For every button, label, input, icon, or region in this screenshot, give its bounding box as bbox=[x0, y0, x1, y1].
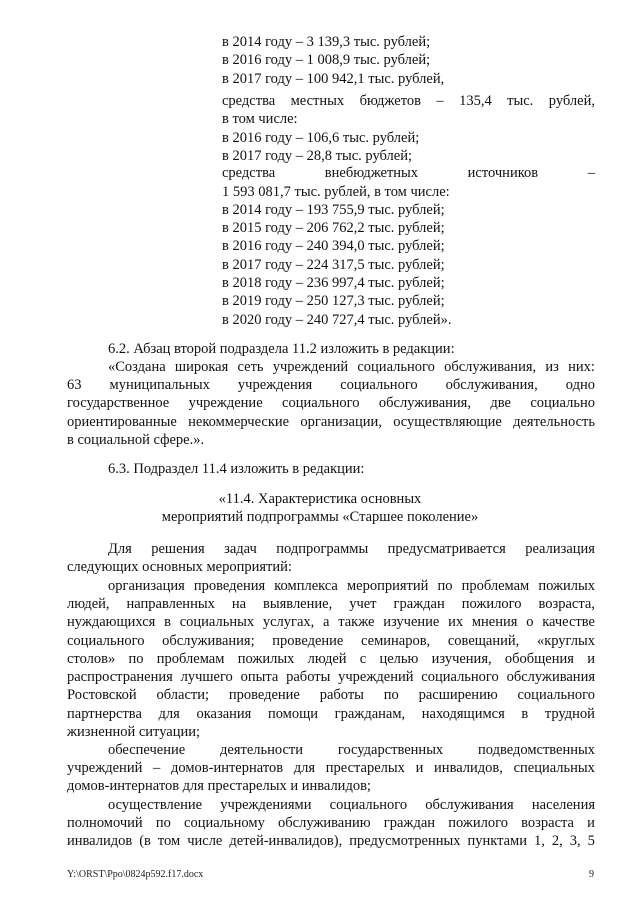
paragraph-line: следующих основных мероприятий: bbox=[67, 559, 292, 575]
paragraph-line: обеспечение деятельности государственных подведомственных bbox=[108, 742, 595, 758]
section-heading-6-2: 6.2. Абзац второй подраздела 11.2 изложить в редакции: bbox=[108, 341, 455, 357]
finance-line: в 2015 году – 206 762,2 тыс. рублей; bbox=[222, 220, 445, 236]
finance-line: в 2017 году – 224 317,5 тыс. рублей; bbox=[222, 257, 445, 273]
paragraph-line: «Создана широкая сеть учреждений социального обслуживания, из них: bbox=[108, 359, 595, 375]
paragraph-line: Для решения задач подпрограммы предусматривается реализация bbox=[108, 541, 595, 557]
paragraph-line: домов-интернатов для престарелых и инвалидов; bbox=[67, 778, 371, 794]
finance-line: в 2019 году – 250 127,3 тыс. рублей; bbox=[222, 293, 445, 309]
finance-line: в 2016 году – 106,6 тыс. рублей; bbox=[222, 130, 420, 146]
finance-line: в 2017 году – 28,8 тыс. рублей; bbox=[222, 148, 413, 164]
paragraph-line: организация проведения комплекса мероприятий по проблемам пожилых bbox=[108, 578, 595, 594]
paragraph-line: людей, направленных на выявление, учет граждан пожилого возраста, bbox=[67, 596, 595, 612]
paragraph-line: в социальной сфере.». bbox=[67, 432, 205, 448]
footer-file-path: Y:\ORST\Ppo\0824p592.f17.docx bbox=[67, 869, 204, 880]
finance-line: в 2014 году – 193 755,9 тыс. рублей; bbox=[222, 202, 445, 218]
finance-line: в 2018 году – 236 997,4 тыс. рублей; bbox=[222, 275, 445, 291]
paragraph-line: распространения лучшего опыта работы учреждений социального обслуживания bbox=[67, 669, 595, 685]
paragraph-line: осуществление учреждениями социального обслуживания населения bbox=[108, 797, 595, 813]
finance-line-extrabudgetary: средства внебюджетных источников – bbox=[222, 165, 595, 181]
subsection-title: мероприятий подпрограммы «Старшее поколение» bbox=[161, 509, 479, 525]
paragraph-line: ориентированные некоммерческие организации, осуществляющие деятельность bbox=[67, 414, 595, 430]
paragraph-line: нуждающихся в социальных услугах, а также изучение их мнения о качестве bbox=[67, 614, 595, 630]
paragraph-line: инвалидов (в том числе детей-инвалидов), предусмотренных пунктами 1, 2, 3, 5 bbox=[67, 833, 595, 849]
finance-line: в 2020 году – 240 727,4 тыс. рублей». bbox=[222, 312, 452, 328]
finance-line: в 2014 году – 3 139,3 тыс. рублей; bbox=[222, 34, 431, 50]
paragraph-line: государственное учреждение социального обслуживания, две социально bbox=[67, 395, 595, 411]
finance-line: в том числе: bbox=[222, 111, 298, 127]
finance-line: 1 593 081,7 тыс. рублей, в том числе: bbox=[222, 184, 450, 200]
paragraph-line: учреждений – домов-интернатов для престарелых и инвалидов, специальных bbox=[67, 760, 595, 776]
paragraph-line: партнерства для оказания помощи гражданам, находящимся в трудной bbox=[67, 706, 595, 722]
finance-line: в 2016 году – 1 008,9 тыс. рублей; bbox=[222, 52, 431, 68]
paragraph-line: полномочий по социальному обслуживанию граждан пожилого возраста и bbox=[67, 815, 595, 831]
paragraph-line: жизненной ситуации; bbox=[67, 724, 200, 740]
finance-line: в 2017 году – 100 942,1 тыс. рублей, bbox=[222, 71, 445, 87]
finance-line-local-budgets: средства местных бюджетов – 135,4 тыс. рублей, bbox=[222, 93, 595, 109]
paragraph-line: столов» по проблемам пожилых людей с целью изучения, обобщения и bbox=[67, 651, 595, 667]
paragraph-line: Ростовской области; проведение работы по расширению социального bbox=[67, 687, 595, 703]
paragraph-line: 63 муниципальных учреждения социального обслуживания, одно bbox=[67, 377, 595, 393]
paragraph-line: социального обслуживания; проведение семинаров, совещаний, «круглых bbox=[67, 633, 595, 649]
section-heading-6-3: 6.3. Подраздел 11.4 изложить в редакции: bbox=[108, 461, 365, 477]
finance-line: в 2016 году – 240 394,0 тыс. рублей; bbox=[222, 238, 445, 254]
page-number: 9 bbox=[589, 869, 594, 880]
subsection-title: «11.4. Характеристика основных bbox=[218, 491, 422, 507]
